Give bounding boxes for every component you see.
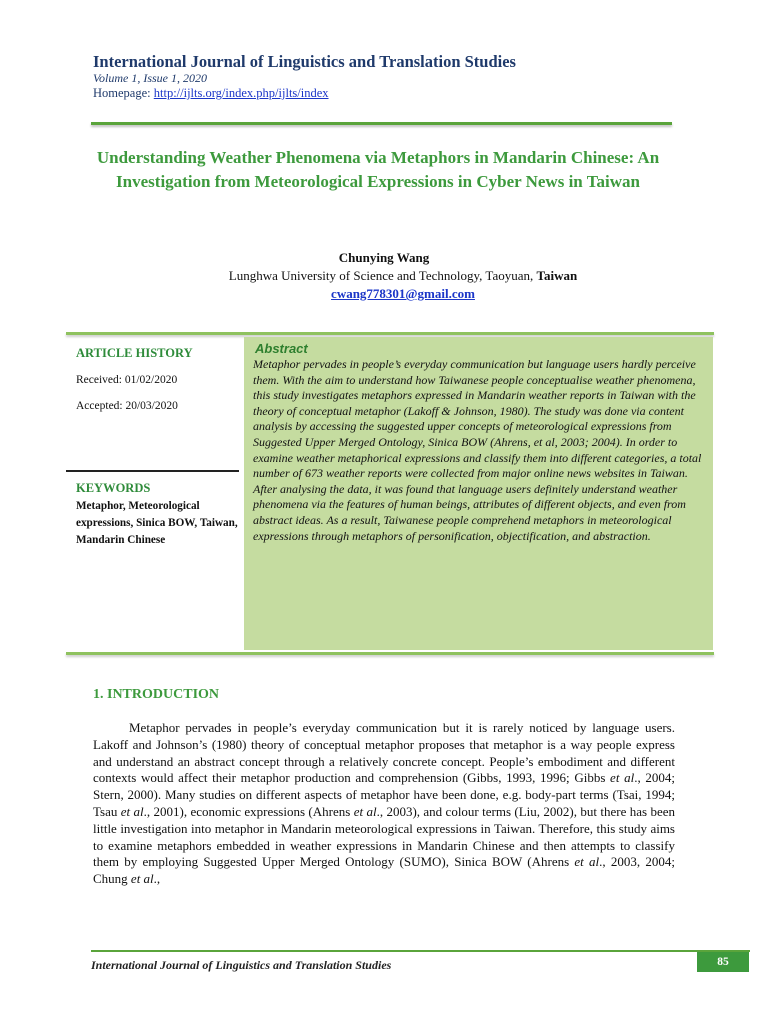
introduction-paragraph — [93, 720, 675, 888]
keywords-heading: KEYWORDS — [76, 481, 151, 495]
intro-text-5: ., 2003, 2004; Chung — [93, 854, 675, 887]
intro-text-1: Metaphor pervades in people’s everyday communication but it is rarely noticed by language users. Lakoff and Johnson’s (1980) theory of conceptual metaphor proposes that metaphor is a way people express and understand an abstract concept through a relatively concrete concept. People’s embodiment and different contexts would affect their metaphor production and comprehension (Gibbs, 1993, 1996; Gibbs — [93, 720, 675, 786]
affiliation-text: Lunghwa University of Science and Technology, Taoyuan, — [228, 268, 537, 283]
intro-text-6: ., — [153, 871, 161, 887]
article-history-heading: ARTICLE HISTORY — [76, 346, 193, 360]
journal-homepage — [93, 86, 329, 101]
keywords-list: Metaphor, Meteorological expressions, Sinica BOW, Taiwan, Mandarin Chinese — [76, 500, 238, 546]
page-number: 85 — [697, 952, 749, 972]
intro-etal-5: et al — [130, 871, 154, 887]
intro-etal-4: et al — [574, 854, 600, 870]
intro-text-3: ., 2001), economic expressions (Ahrens — [143, 803, 354, 819]
intro-etal-3: et al — [353, 803, 377, 819]
intro-text-4: ., 2003), and colour terms (Liu, 2002), but there has been little investigation into metaphor in Mandarin meteorological expressions in Taiwan. Therefore, this study aims to examine metaphors embedded in weather expressions in Mandarin Chinese and then attempts to classify them by employing Suggested Upper Merged Ontology (SUMO), Sinica BOW (Ahrens — [93, 803, 675, 870]
journal-volume: Volume 1, Issue 1, 2020 — [93, 71, 207, 85]
accepted-date: Accepted: 20/03/2020 — [76, 400, 178, 412]
author-email-link[interactable]: cwang778301@gmail.com — [331, 286, 475, 301]
abstract-text: Metaphor pervades in people’s everyday communication but language users hardly perceive them. With the aim to understand how Taiwanese people conceptualise weather phenomena, this study investigates metaphors expressed in Mandarin weather reports in Taiwan with the theory of conceptual metaphor (Lakoff & Johnson, 1980). The study was done via content analysis by accessing the suggested upper concepts of meteorological expressions from Suggested Upper Merged Ontology, Sinica BOW (Ahrens, et al, 2003; 2004). In order to examine weather metaphorical expressions and classify them into different categories, a total number of 673 weather reports were collected from major online news websites in Taiwan. After analysing the data, it was found that language users definitely understand weather phenomena via the features of human beings, attributes of different objects, and even from abstract ideas. As a result, Taiwanese people comprehend metaphors in meteorological expressions through metaphors of personification, objectification, and abstraction. — [253, 357, 702, 543]
intro-etal-1: et al — [610, 770, 635, 786]
footer-journal-title: International Journal of Linguistics and Translation Studies — [91, 958, 392, 972]
received-date: Received: 01/02/2020 — [76, 374, 178, 386]
footer-divider — [91, 950, 750, 952]
introduction-body — [93, 720, 675, 888]
info-box-bottom-rule — [66, 652, 714, 655]
header-divider — [91, 122, 672, 125]
journal-title: International Journal of Linguistics and Translation Studies — [93, 52, 516, 71]
info-box-top-rule — [66, 332, 714, 335]
affiliation-country: Taiwan — [536, 268, 578, 283]
paper-title: Understanding Weather Phenomena via Metaphors in Mandarin Chinese: An Investigation from Meteorological Expressions in Cyber News in Taiwan — [96, 148, 660, 191]
homepage-label: Homepage: — [93, 86, 154, 100]
intro-etal-2: et al — [120, 803, 144, 819]
abstract-heading: Abstract — [255, 341, 308, 356]
introduction-heading: 1. INTRODUCTION — [93, 687, 220, 702]
author-affiliation — [0, 268, 768, 284]
author-name: Chunying Wang — [338, 250, 430, 265]
intro-text-2: ., 2004; Stern, 2000). Many studies on different aspects of metaphor have been done, e.g. body-part terms (Tsai, 1994; Tsau — [93, 770, 675, 819]
sidebar-divider — [66, 470, 239, 472]
homepage-link[interactable]: http://ijlts.org/index.php/ijlts/index — [153, 86, 329, 100]
